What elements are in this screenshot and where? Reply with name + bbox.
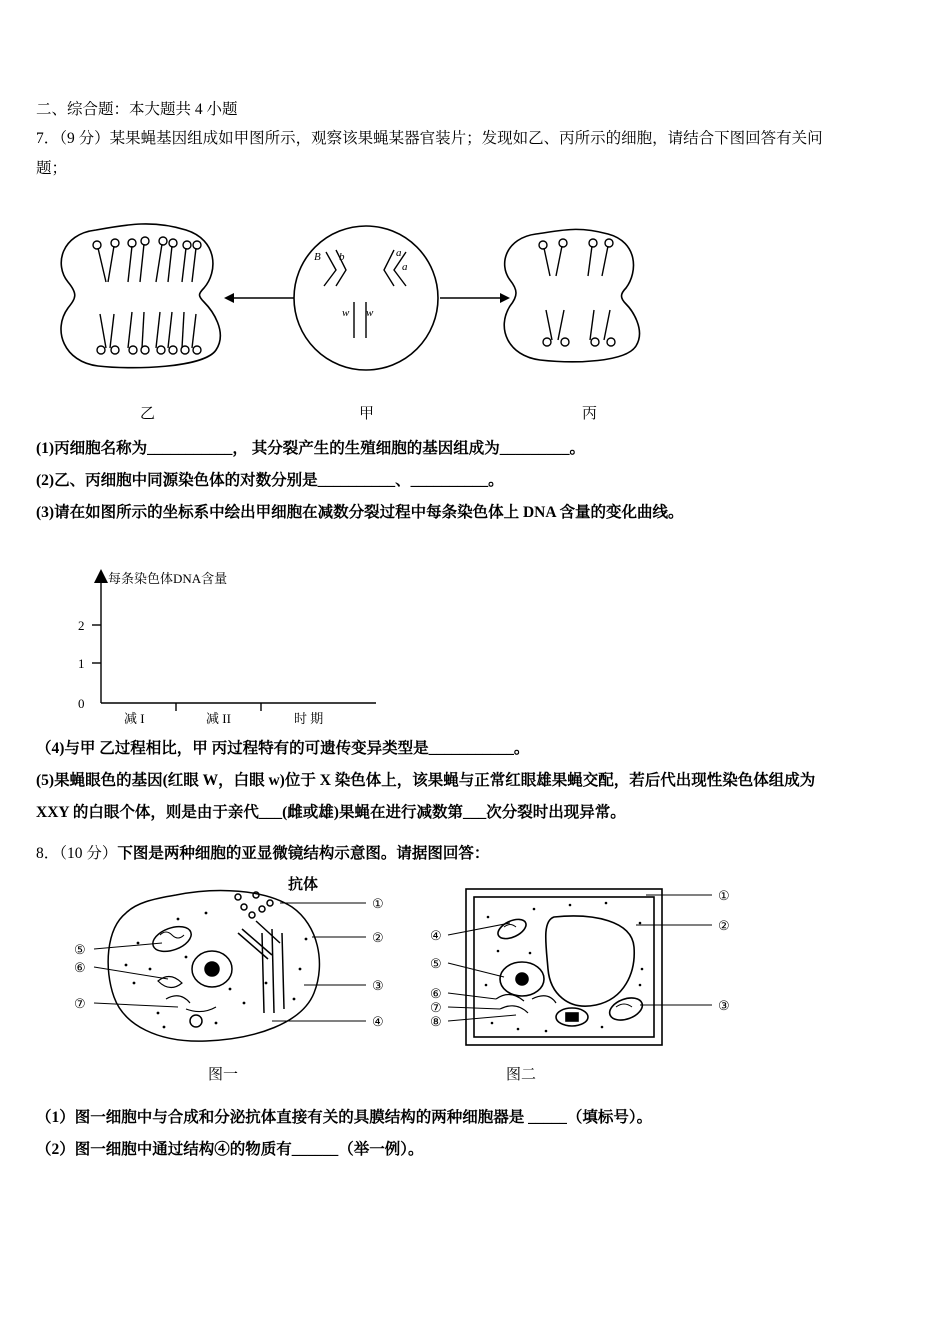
fig2-num-5: ⑤ (430, 956, 442, 971)
x-tick-period: 时 期 (294, 711, 324, 726)
section-heading: 二、综合题：本大题共 4 小题 (36, 101, 238, 118)
q7-sub1: (1)丙细胞名称为___________， 其分裂产生的生殖细胞的基因组成为_________。 (36, 440, 585, 457)
gene-label-B: B (314, 251, 321, 263)
fig1-caption: 图一 (208, 1067, 239, 1083)
dna-content-axes (46, 563, 406, 733)
q7-sub5-line1: (5)果蝇眼色的基因(红眼 W，白眼 w)位于 X 染色体上，该果蝇与正常红眼雄果蝇交配，若后代出现性染色体组成为 (36, 772, 816, 789)
x-tick-meiosis1: 减 I (124, 711, 145, 726)
fig1-num-7: ⑦ (74, 996, 86, 1011)
caption-jia: 甲 (359, 406, 375, 422)
y-tick-1: 1 (78, 656, 85, 671)
gene-label-b: b (339, 251, 345, 263)
figure-captions (36, 402, 916, 423)
q7-sub3: (3)请在如图所示的坐标系中绘出甲细胞在减数分裂过程中每条染色体上 DNA 含量的变化曲线。 (36, 504, 684, 521)
q7-number: 7．（9 分） (36, 130, 110, 147)
y-tick-2: 2 (78, 618, 85, 633)
fig1-num-3: ③ (372, 978, 384, 993)
y-tick-0: 0 (78, 696, 85, 711)
caption-bing: 丙 (582, 406, 598, 422)
y-axis-title: 每条染色体DNA含量 (108, 571, 228, 586)
meiosis-diagram (36, 190, 676, 400)
question-7-stem (36, 124, 916, 154)
antibody-label: 抗体 (288, 877, 319, 893)
q7-figure-meiosis (36, 190, 916, 423)
gene-label-a2: a (402, 261, 408, 273)
q7-sub2: (2)乙、丙细胞中同源染色体的对数分别是__________、__________。 (36, 472, 504, 489)
q8-figure-captions (66, 1063, 916, 1084)
page-content (36, 96, 916, 1166)
fig2-num-3: ③ (718, 998, 730, 1013)
q7-sub4: （4)与甲 乙过程相比，甲 丙过程特有的可遗传变异类型是___________。 (36, 740, 530, 757)
plant-cell-diagram (426, 873, 756, 1063)
q7-stem-line2: 题； (36, 160, 68, 177)
gene-label-w2: w (366, 307, 374, 319)
gene-label-w1: w (342, 307, 350, 319)
q8-stem: 下图是两种细胞的亚显微镜结构示意图。请据图回答： (117, 845, 490, 862)
fig2-caption: 图二 (506, 1067, 537, 1083)
q7-graph (46, 563, 916, 733)
gene-label-a1: a (396, 247, 402, 259)
fig1-num-1: ① (372, 896, 384, 911)
fig1-num-2: ② (372, 930, 384, 945)
fig2-num-7: ⑦ (430, 1000, 442, 1015)
fig2-num-2: ② (718, 918, 730, 933)
caption-yi: 乙 (140, 406, 156, 422)
q8-sub1: （1）图一细胞中与合成和分泌抗体直接有关的具膜结构的两种细胞器是 _____（填标号）。 (36, 1109, 653, 1126)
q7-sub5-line2: XXY 的白眼个体，则是由于亲代___(雌或雄)果蝇在进行减数第___次分裂时出现异常。 (36, 804, 626, 821)
q8-figure-cells (66, 873, 916, 1063)
fig1-num-5: ⑤ (74, 942, 86, 957)
q8-sub2: （2）图一细胞中通过结构④的物质有______（举一例）。 (36, 1141, 424, 1158)
animal-cell-diagram (66, 873, 426, 1063)
fig1-num-6: ⑥ (74, 960, 86, 975)
fig2-num-8: ⑧ (430, 1014, 442, 1029)
fig2-num-1: ① (718, 888, 730, 903)
fig2-num-4: ④ (430, 928, 442, 943)
q7-stem-line1: 某果蝇基因组成如甲图所示，观察该果蝇某器官装片；发现如乙、丙所示的细胞，请结合下图回答有关问 (109, 130, 823, 147)
q8-number: 8．（10 分） (36, 845, 118, 862)
question-8-stem (36, 839, 916, 869)
x-tick-meiosis2: 减 II (206, 711, 231, 726)
fig2-num-6: ⑥ (430, 986, 442, 1001)
fig1-num-4: ④ (372, 1014, 384, 1029)
